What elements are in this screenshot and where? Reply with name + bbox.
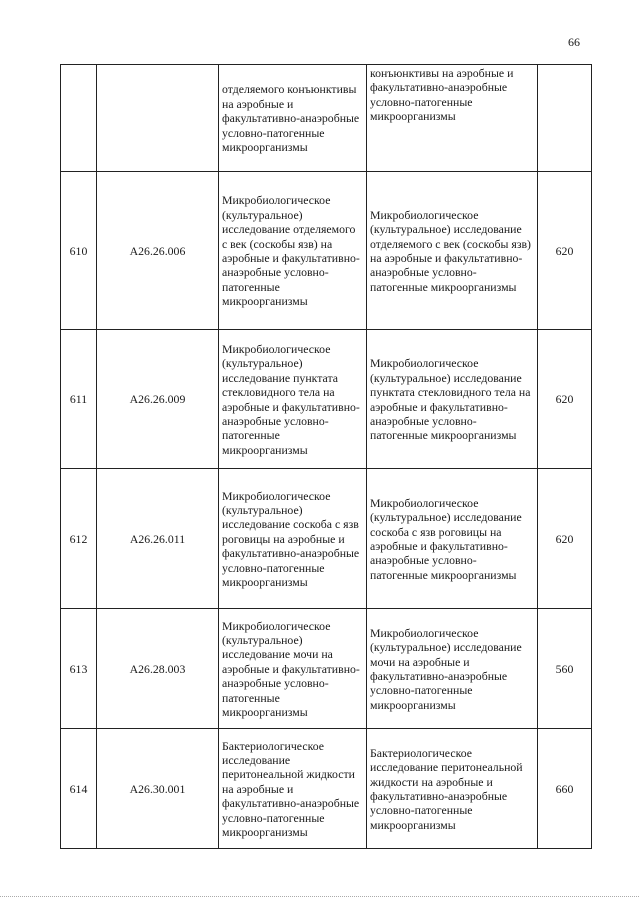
service-price: 660 — [538, 729, 592, 849]
table-row — [61, 65, 592, 172]
service-price: 620 — [538, 330, 592, 469]
row-number: 613 — [61, 609, 97, 729]
page-bottom-divider — [0, 896, 639, 897]
service-code — [97, 65, 219, 172]
service-name: Микробиологическое (культуральное) исследование мочи на аэробные и факультативно-анаэробные условно-патогенные микроорганизмы — [219, 609, 367, 729]
service-name: Бактериологическое исследование перитонеальной жидкости на аэробные и факультативно-анаэробные условно-патогенные микроорганизмы — [219, 729, 367, 849]
service-price: 620 — [538, 469, 592, 609]
page-number: 66 — [568, 35, 580, 49]
table-row — [61, 330, 592, 469]
table-row — [61, 729, 592, 849]
service-price: 620 — [538, 172, 592, 330]
service-code: А26.28.003 — [97, 609, 219, 729]
service-description: Микробиологическое (культуральное) исследование пунктата стекловидного тела на аэробные и факультативно-анаэробные условно-патогенные микроорганизмы — [367, 330, 538, 469]
table-row — [61, 172, 592, 330]
service-name: Микробиологическое (культуральное) исследование пунктата стекловидного тела на аэробные и факультативно-анаэробные условно-патогенные микроорганизмы — [219, 330, 367, 469]
service-code: А26.26.009 — [97, 330, 219, 469]
row-number: 614 — [61, 729, 97, 849]
row-number — [61, 65, 97, 172]
service-price — [538, 65, 592, 172]
service-name: отделяемого конъюнктивы на аэробные и факультативно-анаэробные условно-патогенные микроорганизмы — [219, 65, 367, 172]
table-row — [61, 469, 592, 609]
service-price: 560 — [538, 609, 592, 729]
service-description: конъюнктивы на аэробные и факультативно-анаэробные условно-патогенные микроорганизмы — [367, 65, 538, 172]
service-description: Бактериологическое исследование перитонеальной жидкости на аэробные и факультативно-анаэробные условно-патогенные микроорганизмы — [367, 729, 538, 849]
service-name: Микробиологическое (культуральное) исследование отделяемого с век (соскобы язв) на аэробные и факультативно-анаэробные условно-патогенные микроорганизмы — [219, 172, 367, 330]
service-description: Микробиологическое (культуральное) исследование мочи на аэробные и факультативно-анаэробные условно-патогенные микроорганизмы — [367, 609, 538, 729]
row-number: 611 — [61, 330, 97, 469]
row-number: 610 — [61, 172, 97, 330]
service-code: А26.30.001 — [97, 729, 219, 849]
price-list-table — [60, 64, 592, 849]
service-description: Микробиологическое (культуральное) исследование отделяемого с век (соскобы язв) на аэробные и факультативно-анаэробные условно-патогенные микроорганизмы — [367, 172, 538, 330]
row-number: 612 — [61, 469, 97, 609]
service-description: Микробиологическое (культуральное) исследование соскоба с язв роговицы на аэробные и факультативно-анаэробные условно-патогенные микроорганизмы — [367, 469, 538, 609]
service-code: А26.26.006 — [97, 172, 219, 330]
service-code: А26.26.011 — [97, 469, 219, 609]
service-name: Микробиологическое (культуральное) исследование соскоба с язв роговицы на аэробные и факультативно-анаэробные условно-патогенные микроорганизмы — [219, 469, 367, 609]
table-row — [61, 609, 592, 729]
